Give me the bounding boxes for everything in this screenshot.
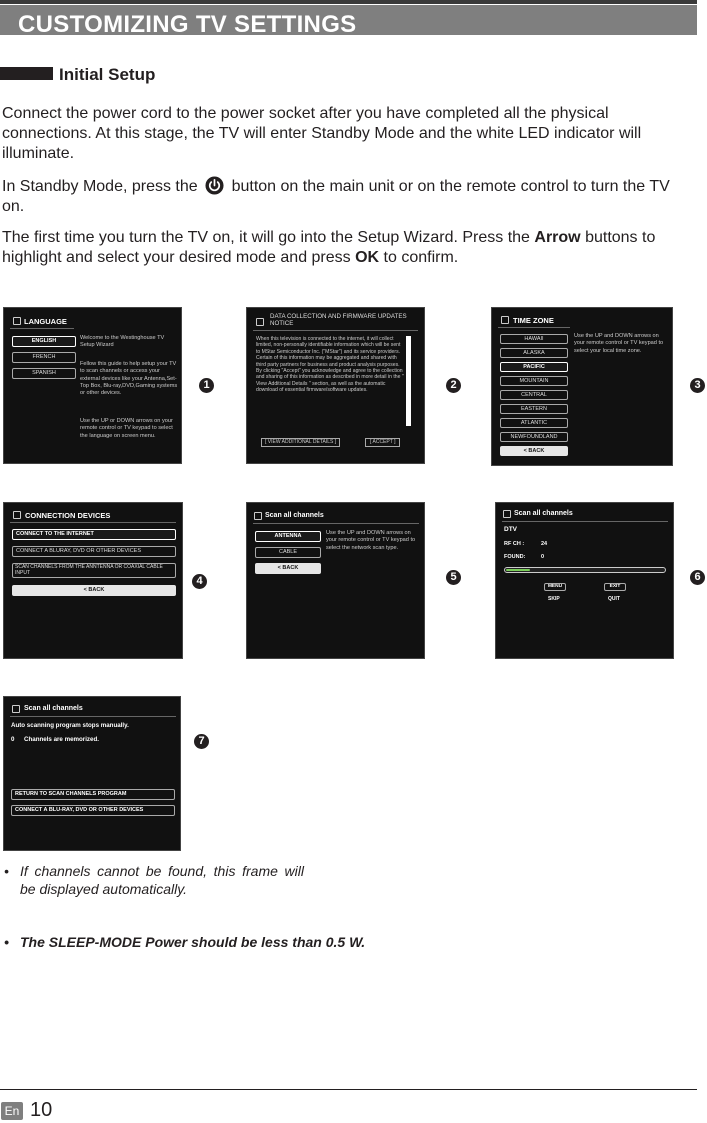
screen-language — [3, 307, 182, 464]
title-rule — [10, 328, 74, 329]
paragraph-standby — [2, 176, 692, 217]
instruction-text: Use the UP or DOWN arrows on your remote control or TV keypad to select the language on screen menu. — [80, 418, 173, 439]
menu-square-icon — [256, 318, 264, 326]
screen-scan-type — [246, 502, 425, 659]
step-number-1: 1 — [199, 378, 214, 393]
wizard-text-3: to confirm. — [379, 249, 459, 266]
menu-square-icon — [12, 705, 20, 713]
option-newfoundland[interactable]: NEWFOUNDLAND — [500, 432, 568, 442]
skip-label: SKIP — [548, 596, 560, 602]
found-value: 0 — [541, 554, 545, 560]
back-button[interactable] — [500, 446, 568, 456]
option-spanish[interactable]: SPANISH — [12, 368, 76, 379]
option-english[interactable]: ENGLISH — [12, 336, 76, 347]
step-number-3: 3 — [690, 378, 705, 393]
guide-text: Fellow this guide to help setup your TV to scan channels or access your external devices like your Antenna,Set-Top Box, Blu-ray,DVD,Gaming systems or other devices. — [80, 361, 178, 397]
dtv-label: DTV — [504, 526, 517, 533]
back-label: BACK — [88, 587, 105, 593]
screen-connection-devices — [3, 502, 183, 659]
option-return-to-scan[interactable]: RETURN TO SCAN CHANNELS PROGRAM — [11, 789, 175, 800]
option-hawaii[interactable]: HAWAII — [500, 334, 568, 344]
screen-scan-progress — [495, 502, 674, 659]
instruction-text: Use the UP and DOWN arrows on your remote control or TV keypad to select the network scan type. — [326, 530, 416, 551]
rf-channel-value: 24 — [541, 541, 548, 547]
option-cable[interactable]: CABLE — [255, 547, 321, 558]
option-atlantic[interactable]: ATLANTIC — [500, 418, 568, 428]
found-label: FOUND: — [504, 554, 526, 560]
menu-square-icon — [13, 511, 21, 519]
accept-button[interactable]: [ ACCEPT ] — [365, 438, 400, 447]
progress-fill — [506, 569, 530, 571]
option-pacific[interactable]: PACIFIC — [500, 362, 568, 372]
option-central[interactable]: CENTRAL — [500, 390, 568, 400]
view-details-button[interactable]: [ VIEW ADDITIONAL DETAILS ] — [261, 438, 340, 447]
option-scan-channels[interactable]: SCAN CHANNELS FROM THE ANNTENNA OR COAXIAL CABLE INPUT — [12, 563, 176, 578]
note-text-1: If channels cannot be found, this frame will be displayed automatically. — [20, 863, 304, 897]
chevron-left-icon: < — [523, 448, 529, 454]
step-number-4: 4 — [192, 574, 207, 589]
back-button[interactable] — [12, 585, 176, 596]
title-rule — [498, 327, 570, 328]
screen-title: TIME ZONE — [513, 316, 554, 325]
paragraph-setup-wizard — [2, 228, 692, 268]
scan-stopped-message: Auto scanning program stops manually. — [11, 722, 129, 729]
wizard-text-2: buttons to highlight and select your desired mode and press — [2, 229, 656, 266]
step-number-6: 6 — [690, 570, 705, 585]
quit-label: QUIT — [608, 596, 620, 602]
power-icon — [205, 176, 224, 195]
screen-data-collection — [246, 307, 425, 464]
option-connect-devices[interactable]: CONNECT A BLURAY, DVD OR OTHER DEVICES — [12, 546, 176, 557]
menu-square-icon — [254, 512, 262, 520]
screen-title: Scan all channels — [265, 512, 324, 519]
back-button[interactable] — [255, 563, 321, 574]
section-marker — [0, 67, 53, 80]
note-text-2: The SLEEP-MODE Power should be less than 0.5 W. — [20, 934, 366, 950]
back-label: BACK — [528, 448, 545, 454]
progress-bar — [504, 567, 666, 573]
back-label: BACK — [282, 565, 299, 571]
option-mountain[interactable]: MOUNTAIN — [500, 376, 568, 386]
menu-square-icon — [503, 510, 511, 518]
menu-key[interactable]: MENU — [544, 583, 566, 591]
screen-title: LANGUAGE — [24, 317, 67, 326]
menu-square-icon — [13, 317, 21, 325]
channel-count: 0 — [11, 736, 15, 743]
header-bar — [0, 5, 697, 38]
rf-channel-label: RF CH : — [504, 541, 525, 547]
option-connect-internet[interactable]: CONNECT TO THE INTERNET — [12, 529, 176, 540]
option-eastern[interactable]: EASTERN — [500, 404, 568, 414]
ok-keyword: OK — [355, 249, 380, 266]
chevron-left-icon: < — [277, 565, 283, 571]
welcome-text: Welcome to the Westinghouse TV Setup Wizard — [80, 335, 165, 349]
chevron-left-icon: < — [83, 587, 89, 593]
page-number: 10 — [30, 1099, 53, 1121]
notice-body: When this television is connected to the internet, it will collect limited, non-personally identifiable information which will be sent to MStar Semiconductor Inc. ("MStar") and its service providers. Certain of this information may be aggregated and shared with third party partners for business and product analysis purposes. By clicking "Accept" you acknowledge and agree to the collection and sharing of this information as described in more detail in the " View Additional Details " section, as well as the automatic download of essential firmware/software updates. — [256, 336, 404, 394]
bullet-icon: • — [4, 863, 9, 879]
option-french[interactable]: FRENCH — [12, 352, 76, 363]
top-rule — [0, 0, 697, 4]
option-antenna[interactable]: ANTENNA — [255, 531, 321, 542]
standby-text-after: button on the main unit or on the remote control to turn the TV on. — [2, 178, 670, 215]
wizard-text-1: The first time you turn the TV on, it will go into the Setup Wizard. Press the — [2, 229, 535, 246]
arrow-keyword: Arrow — [534, 229, 581, 246]
language-badge: En — [1, 1102, 23, 1120]
title-rule — [10, 716, 176, 717]
title-rule — [10, 522, 176, 523]
note-channels-not-found — [4, 862, 304, 898]
section-title: Initial Setup — [59, 65, 156, 84]
step-number-7: 7 — [194, 734, 209, 749]
screen-title: Scan all channels — [514, 510, 573, 517]
page-title: CUSTOMIZING TV SETTINGS — [18, 11, 357, 38]
menu-square-icon — [501, 316, 509, 324]
title-rule — [253, 523, 419, 524]
bullet-icon: • — [4, 934, 9, 950]
note-sleep-mode — [4, 933, 604, 951]
screen-title: Scan all channels — [24, 705, 83, 712]
option-connect-devices[interactable]: CONNECT A BLU-RAY, DVD OR OTHER DEVICES — [11, 805, 175, 816]
title-rule — [502, 521, 668, 522]
screen-title: CONNECTION DEVICES — [25, 511, 111, 520]
paragraph-power-cord: Connect the power cord to the power socket after you have completed all the physical connections. At this stage, the TV will enter Standby Mode and the white LED indicator will illuminate. — [2, 105, 642, 162]
step-number-5: 5 — [446, 570, 461, 585]
option-alaska[interactable]: ALASKA — [500, 348, 568, 358]
screen-title: DATA COLLECTION AND FIRMWARE UPDATES NOTICE — [270, 313, 407, 328]
title-rule — [253, 330, 418, 331]
channels-memorized-message: Channels are memorized. — [24, 736, 99, 743]
screen-time-zone — [491, 307, 673, 466]
step-number-2: 2 — [446, 378, 461, 393]
instruction-text: Use the UP and DOWN arrows on your remote control or TV keypad to select your local time zone. — [574, 333, 664, 354]
screen-scan-stopped — [3, 696, 181, 851]
exit-key[interactable]: EXIT — [604, 583, 626, 591]
footer-rule — [0, 1089, 697, 1090]
standby-text-before: In Standby Mode, press the — [2, 178, 198, 195]
scrollbar[interactable] — [406, 336, 411, 426]
